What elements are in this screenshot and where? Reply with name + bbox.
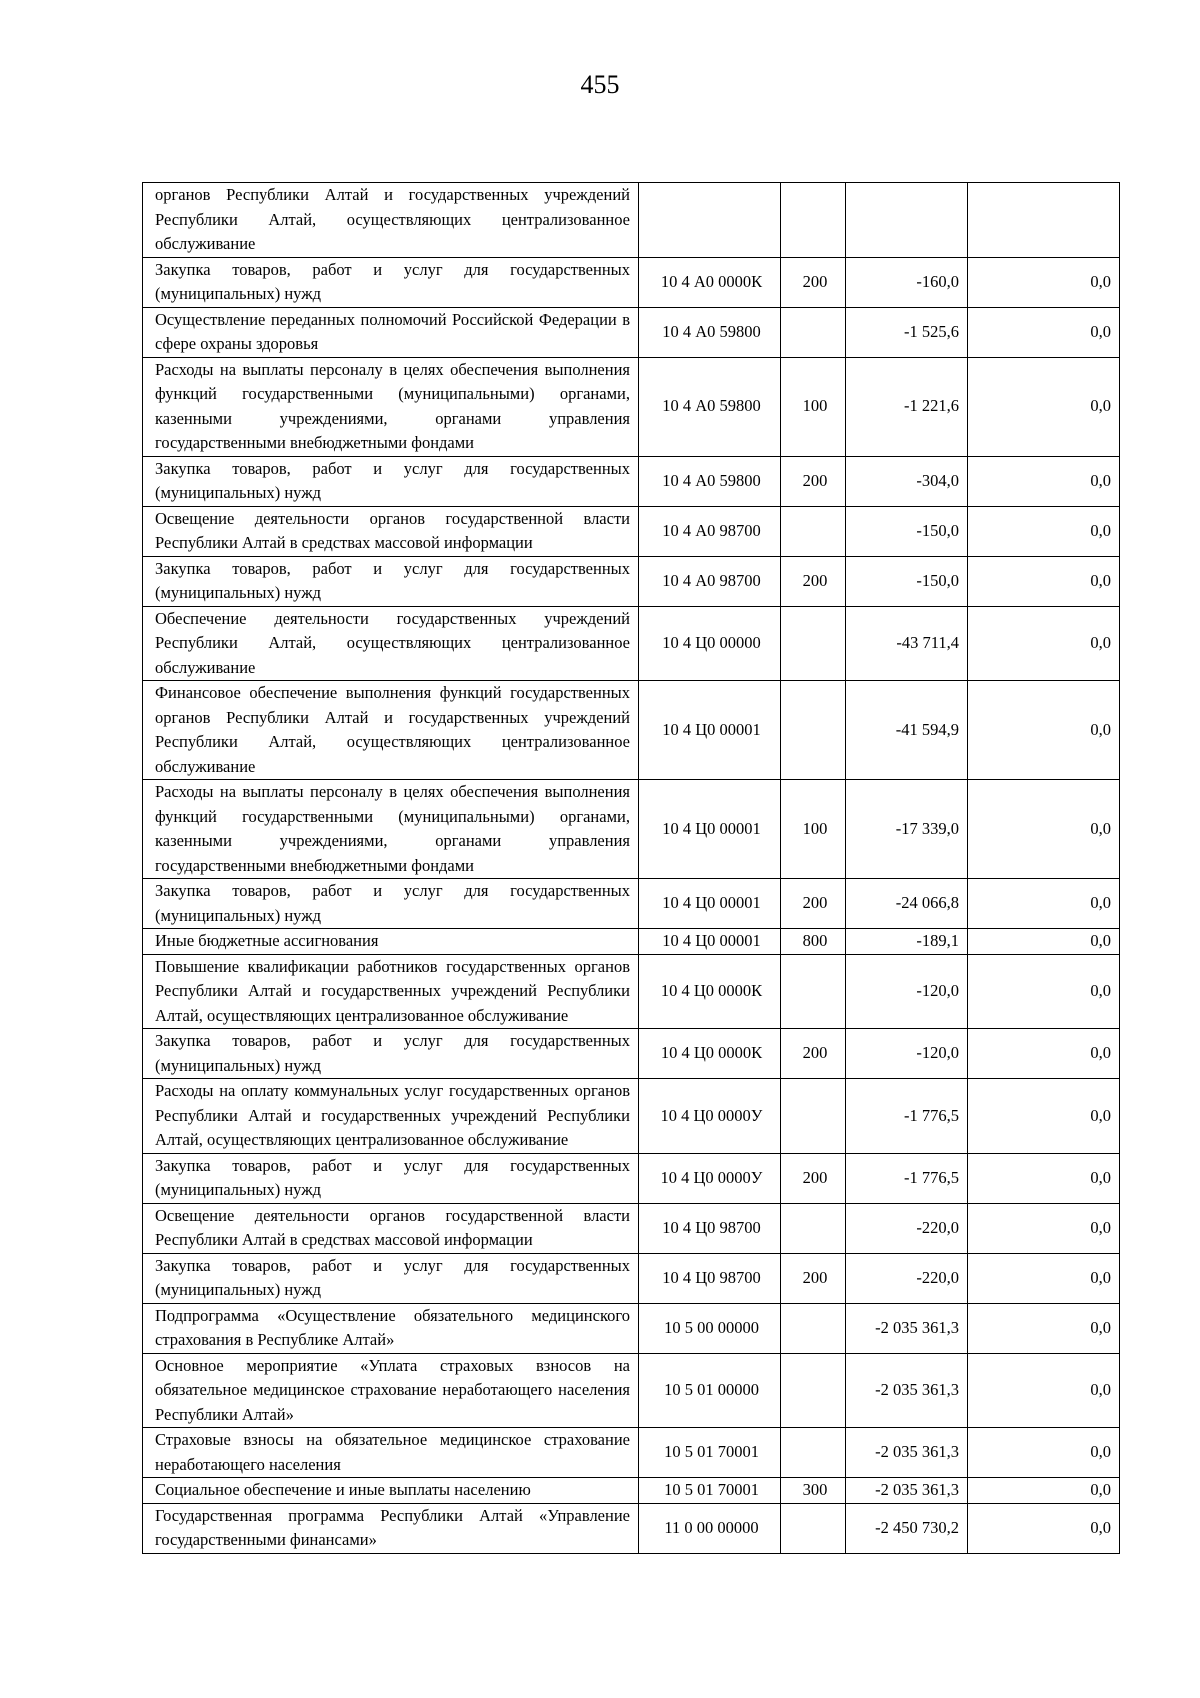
table-row: [143, 357, 1120, 456]
row-name-cell: Повышение квалификации работников государственных органов Республики Алтай и государственных учреждений Республики Алтай, осуществляющих централизованное обслуживание: [143, 954, 639, 1029]
row-expense-type-cell: [781, 183, 846, 258]
row-amount-second-cell: 0,0: [968, 506, 1120, 556]
row-target-article-cell: 10 4 Ц0 00000: [639, 606, 781, 681]
row-target-article-cell: 10 4 Ц0 0000К: [639, 954, 781, 1029]
table-row: [143, 1303, 1120, 1353]
row-expense-type-cell: 200: [781, 257, 846, 307]
row-amount-second-cell: 0,0: [968, 1153, 1120, 1203]
row-amount-second-cell: 0,0: [968, 1503, 1120, 1553]
row-amount-cell: -2 035 361,3: [846, 1353, 968, 1428]
table-row: [143, 1353, 1120, 1428]
row-name-cell: Освещение деятельности органов государственной власти Республики Алтай в средствах массовой информации: [143, 1203, 639, 1253]
row-amount-cell: -1 221,6: [846, 357, 968, 456]
row-amount-cell: -2 035 361,3: [846, 1428, 968, 1478]
row-amount-cell: -2 035 361,3: [846, 1478, 968, 1504]
row-name-cell: Закупка товаров, работ и услуг для государственных (муниципальных) нужд: [143, 879, 639, 929]
row-name-cell: Обеспечение деятельности государственных учреждений Республики Алтай, осуществляющих централизованное обслуживание: [143, 606, 639, 681]
table-row: [143, 1203, 1120, 1253]
row-target-article-cell: 10 4 Ц0 00001: [639, 929, 781, 955]
row-name-cell: Страховые взносы на обязательное медицинское страхование неработающего населения: [143, 1428, 639, 1478]
row-expense-type-cell: [781, 506, 846, 556]
row-expense-type-cell: [781, 1303, 846, 1353]
table-row: [143, 681, 1120, 780]
row-target-article-cell: 10 5 00 00000: [639, 1303, 781, 1353]
table-row: [143, 257, 1120, 307]
row-name-cell: Закупка товаров, работ и услуг для государственных (муниципальных) нужд: [143, 456, 639, 506]
table-row: [143, 954, 1120, 1029]
table-row: [143, 929, 1120, 955]
row-expense-type-cell: 200: [781, 879, 846, 929]
row-name-cell: Осуществление переданных полномочий Российской Федерации в сфере охраны здоровья: [143, 307, 639, 357]
row-target-article-cell: 10 5 01 70001: [639, 1428, 781, 1478]
row-expense-type-cell: [781, 606, 846, 681]
row-expense-type-cell: [781, 681, 846, 780]
row-amount-cell: -120,0: [846, 1029, 968, 1079]
table-row: [143, 1478, 1120, 1504]
row-amount-cell: -220,0: [846, 1203, 968, 1253]
row-expense-type-cell: 800: [781, 929, 846, 955]
row-expense-type-cell: 100: [781, 357, 846, 456]
row-name-cell: Основное мероприятие «Уплата страховых взносов на обязательное медицинское страхование неработающего населения Республики Алтай»: [143, 1353, 639, 1428]
row-amount-second-cell: 0,0: [968, 456, 1120, 506]
row-amount-second-cell: 0,0: [968, 357, 1120, 456]
row-expense-type-cell: [781, 1428, 846, 1478]
row-amount-cell: -43 711,4: [846, 606, 968, 681]
budget-table: [142, 182, 1120, 1554]
table-row: [143, 780, 1120, 879]
row-expense-type-cell: 200: [781, 1253, 846, 1303]
row-name-cell: Освещение деятельности органов государственной власти Республики Алтай в средствах массовой информации: [143, 506, 639, 556]
row-expense-type-cell: [781, 1079, 846, 1154]
row-amount-second-cell: 0,0: [968, 1253, 1120, 1303]
row-amount-cell: -189,1: [846, 929, 968, 955]
row-amount-second-cell: 0,0: [968, 1428, 1120, 1478]
row-name-cell: Закупка товаров, работ и услуг для государственных (муниципальных) нужд: [143, 1029, 639, 1079]
row-target-article-cell: 10 4 А0 59800: [639, 307, 781, 357]
row-expense-type-cell: 200: [781, 456, 846, 506]
row-target-article-cell: 10 4 А0 98700: [639, 506, 781, 556]
row-target-article-cell: 10 4 Ц0 0000У: [639, 1153, 781, 1203]
row-target-article-cell: 10 4 А0 59800: [639, 456, 781, 506]
row-target-article-cell: 10 5 01 70001: [639, 1478, 781, 1504]
row-amount-cell: -220,0: [846, 1253, 968, 1303]
row-amount-second-cell: 0,0: [968, 1478, 1120, 1504]
row-amount-second-cell: 0,0: [968, 1079, 1120, 1154]
table-row: [143, 506, 1120, 556]
row-name-cell: Расходы на выплаты персоналу в целях обеспечения выполнения функций государственными (муниципальными) органами, казенными учреждениями, органами управления государственными внебюджетными фондами: [143, 780, 639, 879]
row-target-article-cell: 10 4 Ц0 0000У: [639, 1079, 781, 1154]
row-amount-second-cell: 0,0: [968, 307, 1120, 357]
row-amount-cell: -304,0: [846, 456, 968, 506]
row-name-cell: Закупка товаров, работ и услуг для государственных (муниципальных) нужд: [143, 556, 639, 606]
row-amount-cell: -24 066,8: [846, 879, 968, 929]
row-name-cell: Социальное обеспечение и иные выплаты населению: [143, 1478, 639, 1504]
row-amount-second-cell: 0,0: [968, 681, 1120, 780]
row-expense-type-cell: 200: [781, 1153, 846, 1203]
row-expense-type-cell: 100: [781, 780, 846, 879]
row-amount-second-cell: 0,0: [968, 1353, 1120, 1428]
row-amount-cell: -160,0: [846, 257, 968, 307]
row-amount-second-cell: 0,0: [968, 954, 1120, 1029]
row-name-cell: Закупка товаров, работ и услуг для государственных (муниципальных) нужд: [143, 1253, 639, 1303]
row-expense-type-cell: [781, 1353, 846, 1428]
table-row: [143, 183, 1120, 258]
row-expense-type-cell: [781, 1503, 846, 1553]
budget-table-body: [143, 183, 1120, 1554]
row-expense-type-cell: 300: [781, 1478, 846, 1504]
row-amount-cell: -1 776,5: [846, 1079, 968, 1154]
row-name-cell: органов Республики Алтай и государственных учреждений Республики Алтай, осуществляющих централизованное обслуживание: [143, 183, 639, 258]
table-row: [143, 606, 1120, 681]
table-row: [143, 879, 1120, 929]
row-amount-cell: -17 339,0: [846, 780, 968, 879]
row-target-article-cell: [639, 183, 781, 258]
page-number: 455: [580, 70, 620, 99]
row-amount-second-cell: 0,0: [968, 556, 1120, 606]
row-expense-type-cell: 200: [781, 556, 846, 606]
row-target-article-cell: 10 4 А0 0000К: [639, 257, 781, 307]
row-name-cell: Закупка товаров, работ и услуг для государственных (муниципальных) нужд: [143, 257, 639, 307]
table-row: [143, 1029, 1120, 1079]
row-name-cell: Иные бюджетные ассигнования: [143, 929, 639, 955]
row-name-cell: Закупка товаров, работ и услуг для государственных (муниципальных) нужд: [143, 1153, 639, 1203]
table-row: [143, 1428, 1120, 1478]
row-amount-cell: -150,0: [846, 506, 968, 556]
row-name-cell: Финансовое обеспечение выполнения функций государственных органов Республики Алтай и государственных учреждений Республики Алтай, осуществляющих централизованное обслуживание: [143, 681, 639, 780]
row-amount-cell: -1 776,5: [846, 1153, 968, 1203]
row-expense-type-cell: [781, 307, 846, 357]
row-expense-type-cell: 200: [781, 1029, 846, 1079]
row-target-article-cell: 10 4 А0 59800: [639, 357, 781, 456]
row-target-article-cell: 10 4 Ц0 0000К: [639, 1029, 781, 1079]
row-target-article-cell: 10 4 А0 98700: [639, 556, 781, 606]
row-amount-cell: -150,0: [846, 556, 968, 606]
row-amount-second-cell: 0,0: [968, 257, 1120, 307]
row-target-article-cell: 10 5 01 00000: [639, 1353, 781, 1428]
row-target-article-cell: 10 4 Ц0 98700: [639, 1253, 781, 1303]
row-amount-second-cell: 0,0: [968, 929, 1120, 955]
row-expense-type-cell: [781, 954, 846, 1029]
row-amount-second-cell: [968, 183, 1120, 258]
row-name-cell: Расходы на выплаты персоналу в целях обеспечения выполнения функций государственными (муниципальными) органами, казенными учреждениями, органами управления государственными внебюджетными фондами: [143, 357, 639, 456]
row-target-article-cell: 10 4 Ц0 00001: [639, 780, 781, 879]
row-amount-second-cell: 0,0: [968, 1203, 1120, 1253]
row-target-article-cell: 10 4 Ц0 00001: [639, 879, 781, 929]
table-row: [143, 307, 1120, 357]
row-amount-second-cell: 0,0: [968, 606, 1120, 681]
row-amount-second-cell: 0,0: [968, 879, 1120, 929]
row-amount-cell: -2 035 361,3: [846, 1303, 968, 1353]
row-amount-cell: -2 450 730,2: [846, 1503, 968, 1553]
row-amount-cell: -41 594,9: [846, 681, 968, 780]
row-name-cell: Государственная программа Республики Алтай «Управление государственными финансами»: [143, 1503, 639, 1553]
row-name-cell: Подпрограмма «Осуществление обязательного медицинского страхования в Республике Алтай»: [143, 1303, 639, 1353]
table-row: [143, 1253, 1120, 1303]
row-target-article-cell: 10 4 Ц0 98700: [639, 1203, 781, 1253]
row-amount-cell: -1 525,6: [846, 307, 968, 357]
table-row: [143, 1503, 1120, 1553]
row-target-article-cell: 10 4 Ц0 00001: [639, 681, 781, 780]
row-amount-second-cell: 0,0: [968, 1303, 1120, 1353]
table-row: [143, 456, 1120, 506]
table-row: [143, 556, 1120, 606]
row-amount-second-cell: 0,0: [968, 780, 1120, 879]
row-amount-cell: -120,0: [846, 954, 968, 1029]
row-name-cell: Расходы на оплату коммунальных услуг государственных органов Республики Алтай и государственных учреждений Республики Алтай, осуществляющих централизованное обслуживание: [143, 1079, 639, 1154]
table-row: [143, 1153, 1120, 1203]
row-amount-second-cell: 0,0: [968, 1029, 1120, 1079]
row-target-article-cell: 11 0 00 00000: [639, 1503, 781, 1553]
row-expense-type-cell: [781, 1203, 846, 1253]
table-row: [143, 1079, 1120, 1154]
row-amount-cell: [846, 183, 968, 258]
